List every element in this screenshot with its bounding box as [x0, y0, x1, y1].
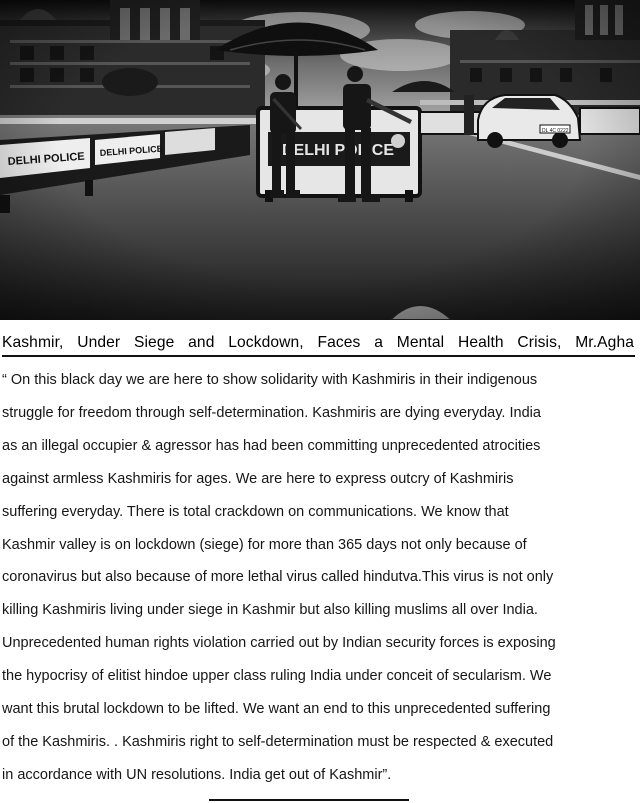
bottom-divider	[209, 799, 409, 801]
photo-vignette	[0, 0, 640, 320]
body-line: of the Kashmiris. . Kashmiris right to self-determination must be respected & executed	[2, 733, 554, 750]
body-line: suffering everyday. There is total crackdown on communications. We know that	[2, 503, 509, 520]
body-line: as an illegal occupier & agressor has had been committing unprecedented atrocities	[2, 437, 541, 454]
article-headline: Kashmir, Under Siege and Lockdown, Faces a Mental Health Crisis, Mr.Agha	[2, 334, 634, 351]
body-line: killing Kashmiris living under siege in Kashmir but also killing muslims all over India.	[2, 602, 538, 619]
article-body	[2, 364, 638, 792]
body-line: against armless Kashmiris for ages. We are here to express outcry of Kashmiris	[2, 470, 514, 487]
body-line: “ On this black day we are here to show solidarity with Kashmiris in their indigenous	[2, 372, 538, 388]
body-line: want this brutal lockdown to be lifted. We want an end to this unprecedented suffering	[2, 701, 551, 718]
body-line: coronavirus but also because of more lethal virus called hindutva.This virus is not only	[2, 569, 554, 586]
body-line: struggle for freedom through self-determination. Kashmiris are dying everyday. India	[2, 404, 541, 421]
headline-underline	[2, 355, 635, 357]
body-line: Kashmir valley is on lockdown (siege) for more than 365 days not only because of	[2, 536, 527, 553]
body-line: in accordance with UN resolutions. India get out of Kashmir”.	[2, 766, 392, 783]
photo-illustration	[0, 0, 640, 320]
body-line: Unprecedented human rights violation carried out by Indian security forces is exposing	[2, 635, 556, 652]
body-line: the hypocrisy of elitist hindoe upper class ruling India under conceit of secularism. We	[2, 668, 552, 685]
news-photo	[0, 0, 640, 320]
